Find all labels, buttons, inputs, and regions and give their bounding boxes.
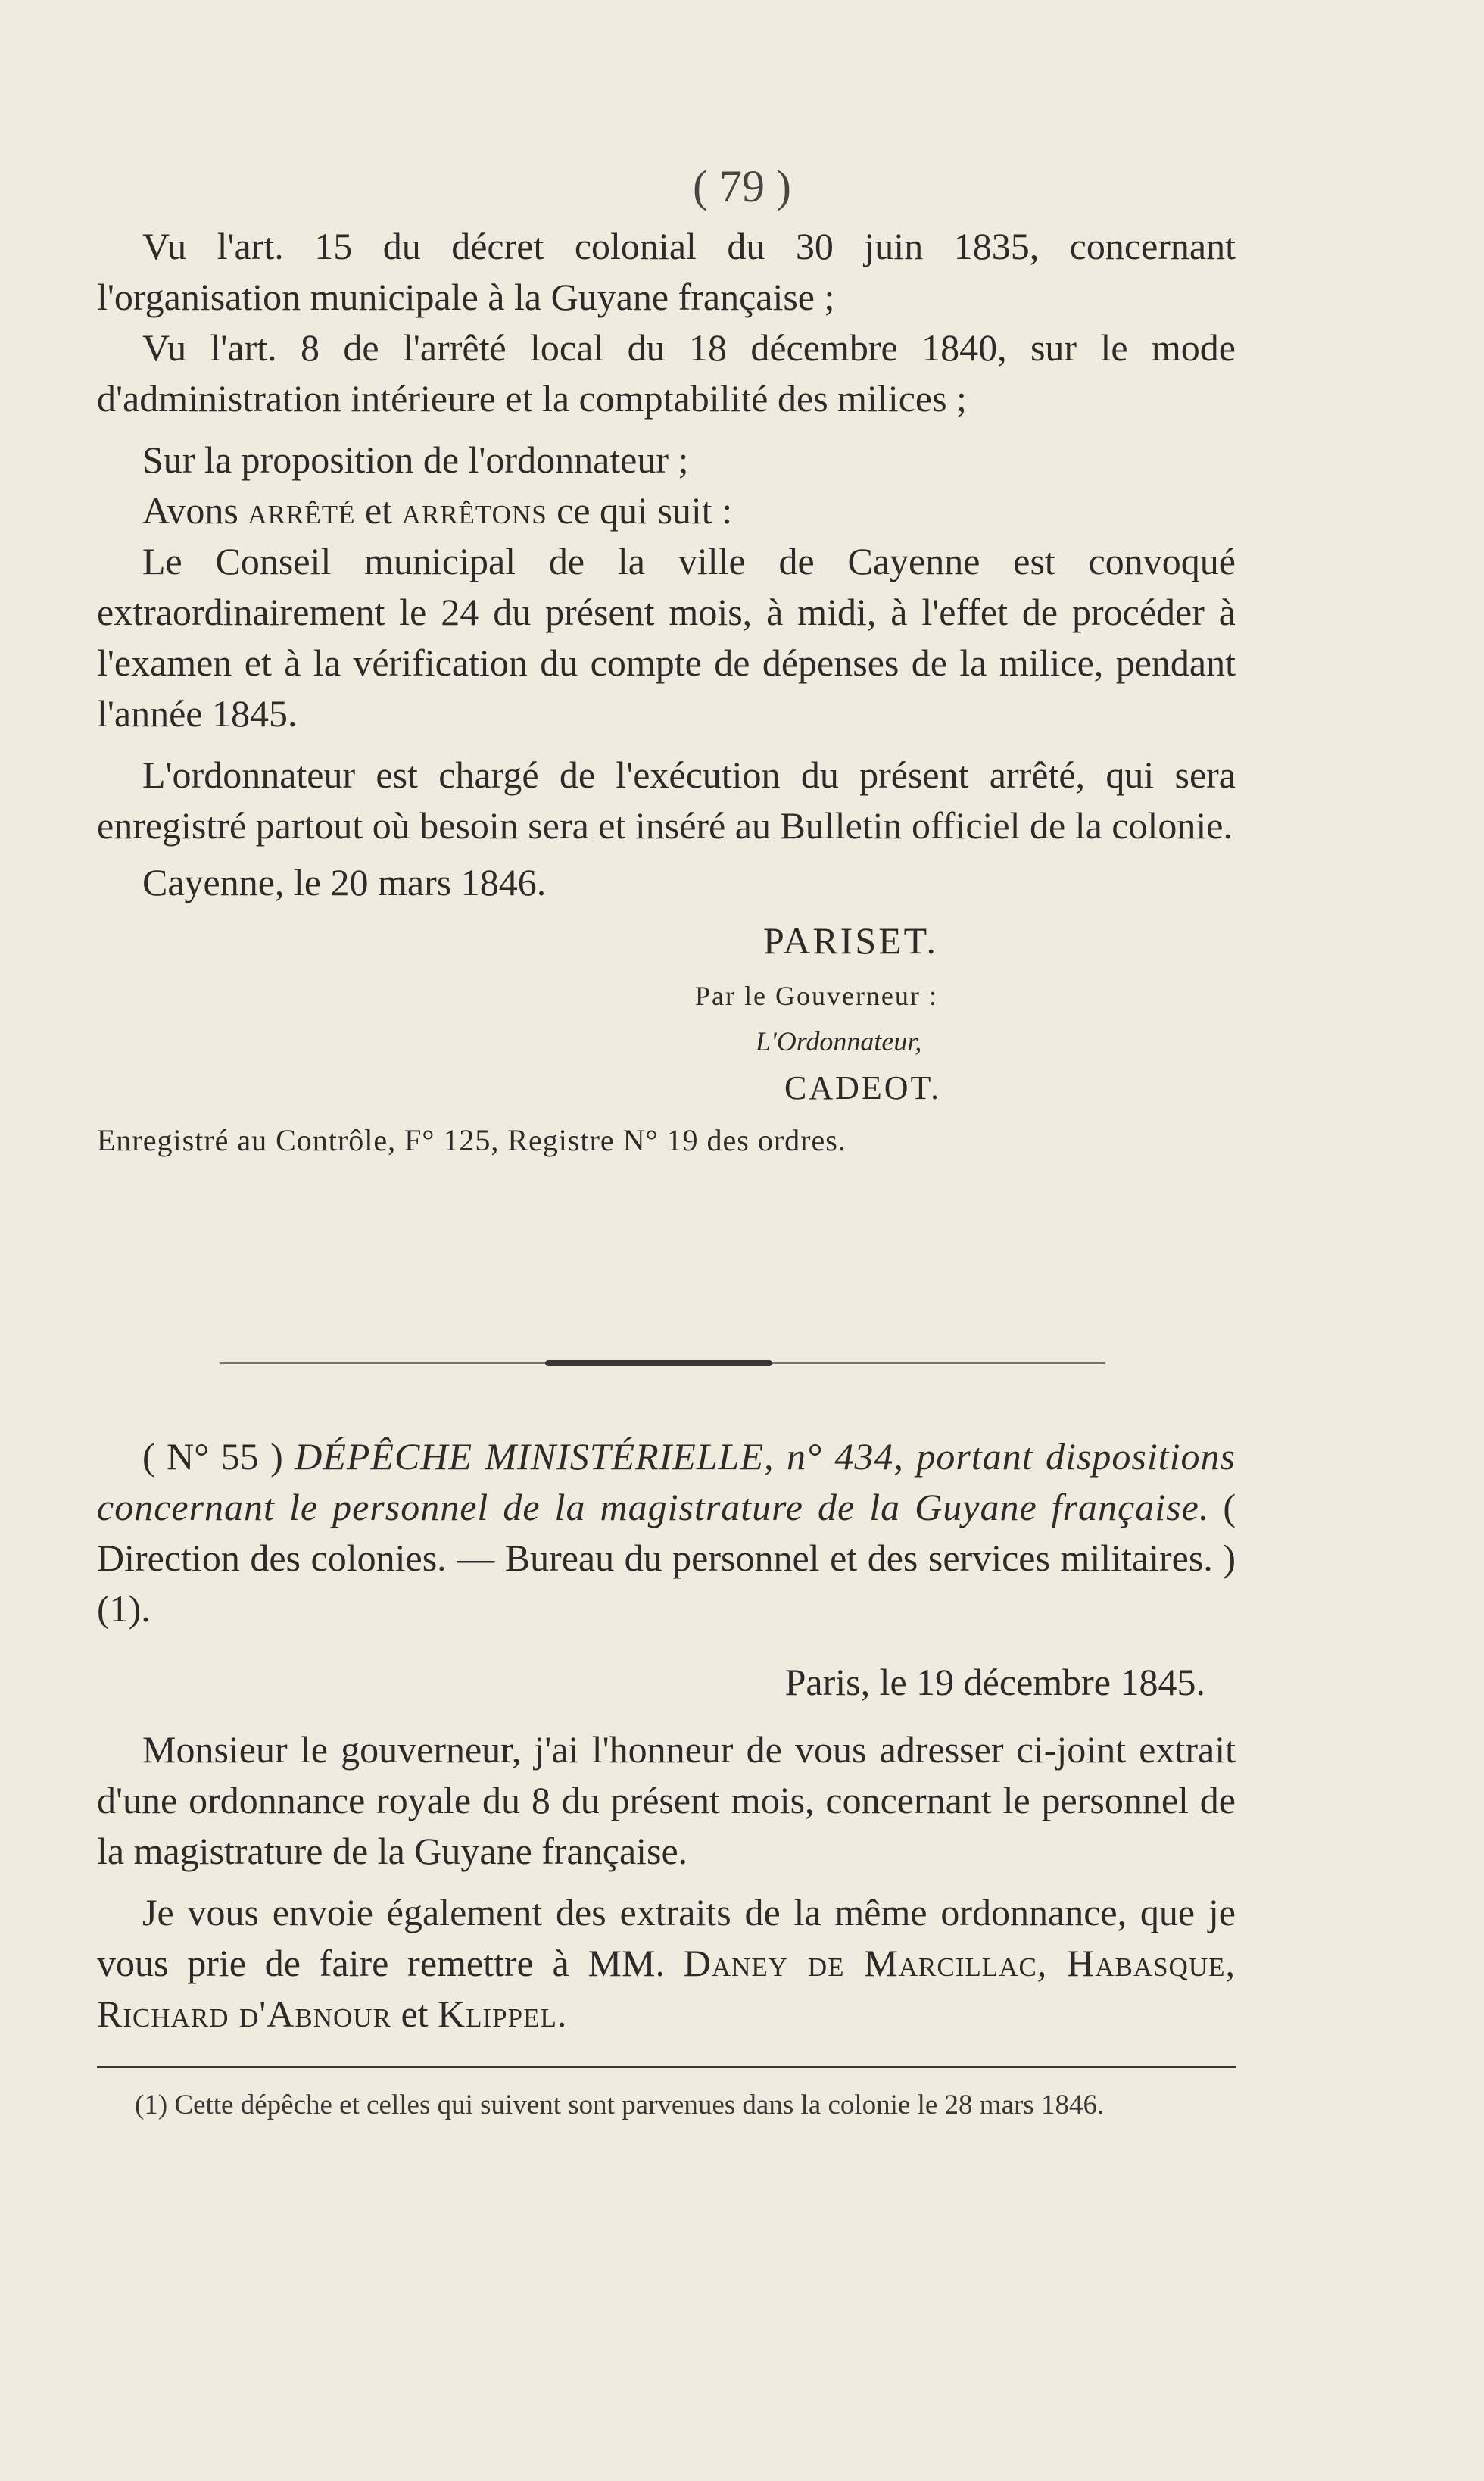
- paragraph-proposition: Sur la proposition de l'ordonnateur ;: [142, 438, 689, 481]
- arretons-word: arrêtons: [401, 489, 547, 532]
- depeche-heading: [97, 1431, 1236, 1634]
- arrete-word: arrêté: [248, 489, 356, 532]
- par-le-gouverneur: Par le Gouverneur :: [695, 981, 938, 1011]
- footnote-rule: [97, 2066, 1236, 2068]
- date-place-paris: Paris, le 19 décembre 1845.: [784, 1661, 1205, 1703]
- names-list: Daney de Marcillac, Habasque, Richard d'Abnour: [97, 1942, 1236, 2035]
- paragraph-vu-decret: Vu l'art. 15 du décret colonial du 30 juin 1835, concernant l'organisation municipale à la Guyane française ;: [97, 225, 1236, 318]
- paragraph-ordonnateur: L'ordonnateur est chargé de l'exécution du présent arrêté, qui sera enregistré partout où besoin sera et inséré au Bulletin officiel de la colonie.: [97, 754, 1236, 847]
- depeche-number: ( N° 55 ): [142, 1435, 295, 1478]
- enregistre-line: Enregistré au Contrôle, F° 125, Registre N° 19 des ordres.: [97, 1123, 846, 1157]
- arrete-block: [97, 221, 1236, 1160]
- paragraph-monsieur: Monsieur le gouverneur, j'ai l'honneur de vous adresser ci-joint extrait d'une ordonnance royale du 8 du présent mois, concernant le personnel de la magistrature de la Guyane française.: [97, 1728, 1236, 1872]
- footnote: (1) Cette dépêche et celles qui suivent sont parvenues dans la colonie le 28 mars 1846.: [135, 2089, 1105, 2121]
- name-klippel: Klippel: [438, 1993, 557, 2035]
- page-number: ( 79 ): [693, 161, 791, 211]
- date-place-cayenne: Cayenne, le 20 mars 1846.: [142, 861, 547, 903]
- paragraph-avons: Avons arrêté et arrêtons ce qui suit :: [142, 489, 733, 532]
- depeche-direction: ( Direction des colonies. — Bureau du personnel et des services militaires. ) (1).: [97, 1486, 1236, 1630]
- depeche-block: [97, 1431, 1236, 2039]
- signature-cadeot: CADEOT.: [784, 1069, 942, 1106]
- paragraph-conseil: Le Conseil municipal de la ville de Cayenne est convoqué extraordinairement le 24 du présent mois, à midi, à l'effet de procéder à l'examen et à la vérification du compte de dépenses de la milice, pendant l'année 1845.: [97, 540, 1236, 735]
- ornamental-rule: [220, 1360, 1105, 1366]
- ordonnateur-label: L'Ordonnateur,: [756, 1026, 922, 1056]
- signature-pariset: PARISET.: [763, 919, 939, 962]
- depeche-title: DÉPÊCHE MINISTÉRIELLE, n° 434, portant dispositions concernant le personnel de la magistrature de la Guyane française.: [97, 1435, 1236, 1528]
- paragraph-je-vous-envoie: Je vous envoie également des extraits de la même ordonnance, que je vous prie de faire remettre à MM. Daney de Marcillac, Habasque, Richard d'Abnour et Klippel.: [97, 1891, 1236, 2035]
- paragraph-vu-arrete: Vu l'art. 8 de l'arrêté local du 18 décembre 1840, sur le mode d'administration intérieure et la comptabilité des milices ;: [97, 326, 1236, 420]
